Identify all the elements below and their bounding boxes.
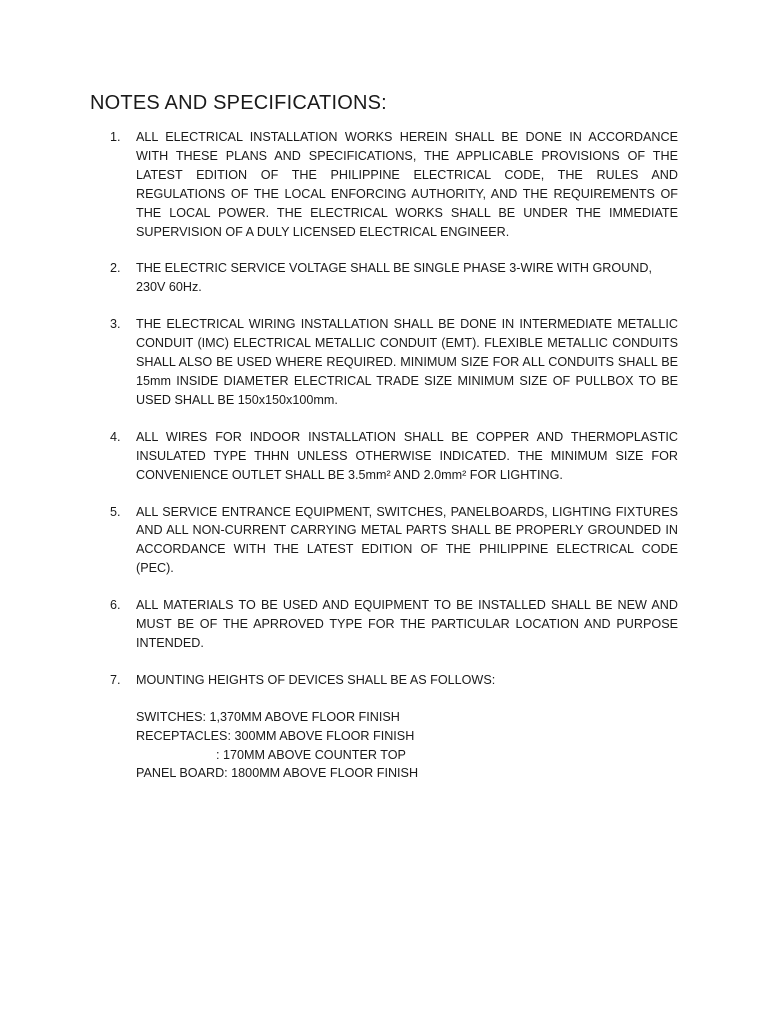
note-item-1 <box>110 128 678 241</box>
note-number: 7. <box>110 672 121 687</box>
note-number: 5. <box>110 504 121 519</box>
note-item-2 <box>110 259 678 297</box>
note-item-4 <box>110 428 678 485</box>
note-text: MOUNTING HEIGHTS OF DEVICES SHALL BE AS FOLLOWS: <box>136 672 496 687</box>
height-receptacles-counter: : 170MM ABOVE COUNTER TOP <box>216 747 406 762</box>
note-text: THE ELECTRIC SERVICE VOLTAGE SHALL BE SINGLE PHASE 3-WIRE WITH GROUND, 230V 60Hz. <box>136 261 652 295</box>
note-text: ALL SERVICE ENTRANCE EQUIPMENT, SWITCHES, PANELBOARDS, LIGHTING FIXTURES AND ALL NON-CURRENT CARRYING METAL PARTS SHALL BE PROPERLY GROUNDED IN ACCORDANCE WITH THE LATEST EDITION OF THE PHILIPPINE ELECTRICAL CODE (PEC). <box>136 504 678 576</box>
note-text: ALL MATERIALS TO BE USED AND EQUIPMENT TO BE INSTALLED SHALL BE NEW AND MUST BE OF THE APRROVED TYPE FOR THE PARTICULAR LOCATION AND PURPOSE INTENDED. <box>136 598 678 650</box>
note-number: 6. <box>110 598 121 613</box>
height-panel-board: PANEL BOARD: 1800MM ABOVE FLOOR FINISH <box>136 766 419 781</box>
note-number: 1. <box>110 130 121 144</box>
note-text: ALL WIRES FOR INDOOR INSTALLATION SHALL BE COPPER AND THERMOPLASTIC INSULATED TYPE THHN UNLESS OTHERWISE INDICATED. THE MINIMUM SIZE FOR CONVENIENCE OUTLET SHALL BE 3.5mm² AND 2.0mm² FOR LIGHTING. <box>136 429 678 482</box>
mounting-heights <box>136 708 678 784</box>
height-receptacles: RECEPTACLES: 300MM ABOVE FLOOR FINISH <box>136 728 415 743</box>
notes-list <box>110 128 678 801</box>
note-text: ALL ELECTRICAL INSTALLATION WORKS HEREIN SHALL BE DONE IN ACCORDANCE WITH THESE PLANS AND SPECIFICATIONS, THE APPLICABLE PROVISIONS OF THE LATEST EDITION OF THE PHILIPPINE ELECTRICAL CODE, THE RULES AND REGULATIONS OF THE LOCAL ENFORCING AUTHORITY, AND THE REQUIREMENTS OF THE LOCAL POWER. THE ELECTRICAL WORKS SHALL BE UNDER THE IMMEDIATE SUPERVISION OF A DULY LICENSED ELECTRICAL ENGINEER. <box>136 130 678 239</box>
note-item-6 <box>110 596 678 653</box>
note-item-5 <box>110 503 678 579</box>
height-switches: SWITCHES: 1,370MM ABOVE FLOOR FINISH <box>136 709 400 724</box>
note-text: THE ELECTRICAL WIRING INSTALLATION SHALL BE DONE IN INTERMEDIATE METALLIC CONDUIT (IMC) ELECTRICAL METALLIC CONDUIT (EMT). FLEXIBLE METALLIC CONDUITS SHALL ALSO BE USED WHERE REQUIRED. MINIMUM SIZE FOR ALL CONDUITS SHALL BE 15mm INSIDE DIAMETER ELECTRICAL TRADE SIZE MINIMUM SIZE OF PULLBOX TO BE USED SHALL BE 150x150x100mm. <box>136 317 678 407</box>
note-item-7 <box>110 671 678 784</box>
note-number: 3. <box>110 317 121 332</box>
note-number: 2. <box>110 261 121 276</box>
note-number: 4. <box>110 429 121 444</box>
note-item-3 <box>110 315 678 410</box>
page-title: NOTES AND SPECIFICATIONS: <box>90 92 387 114</box>
